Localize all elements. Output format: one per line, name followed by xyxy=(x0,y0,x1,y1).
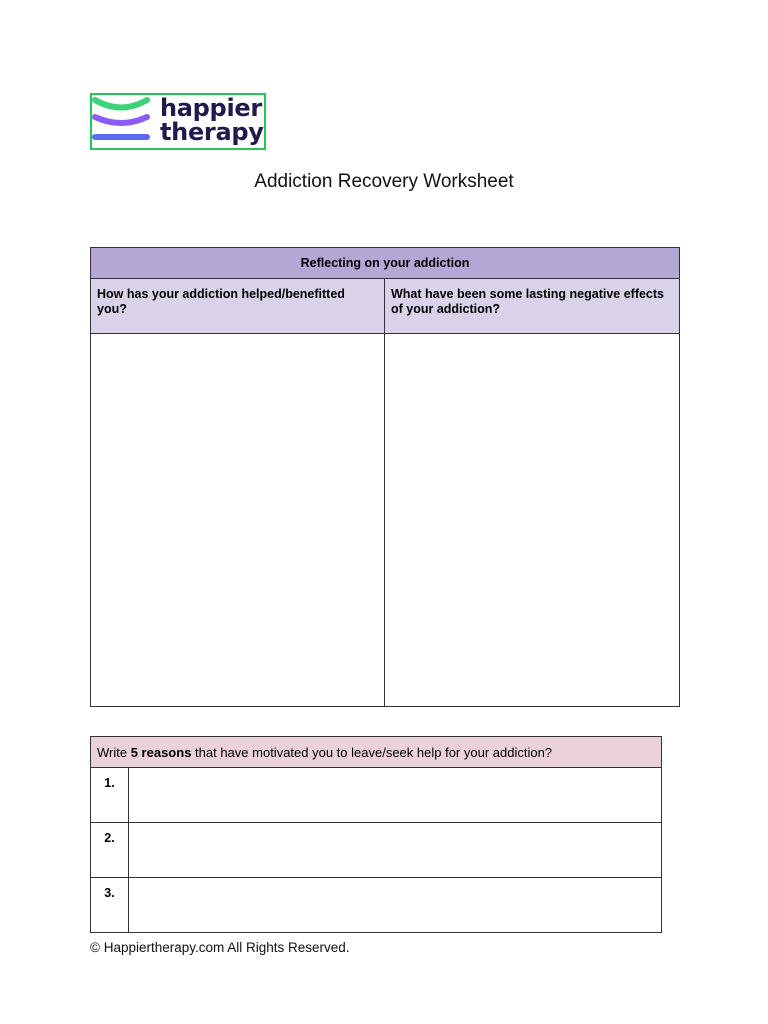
reasons-heading-prefix: Write xyxy=(97,744,131,760)
worksheet-title: Addiction Recovery Worksheet xyxy=(254,171,514,192)
reason-answer-area[interactable] xyxy=(129,878,662,933)
reasons-heading xyxy=(91,737,662,768)
reason-row xyxy=(91,768,662,823)
negative-effects-question: What have been some lasting negative effects of your addiction? xyxy=(385,279,680,334)
logo-word-happier: happier xyxy=(160,94,262,122)
reason-number: 3. xyxy=(91,878,129,933)
helped-question: How has your addiction helped/benefitted you? xyxy=(91,279,385,334)
reason-number: 1. xyxy=(91,768,129,823)
reflecting-table xyxy=(90,247,680,707)
reason-row xyxy=(91,878,662,933)
reasons-table xyxy=(90,736,662,933)
reasons-heading-bold: 5 reasons xyxy=(130,744,192,760)
logo-word-therapy: therapy xyxy=(160,118,264,146)
happier-therapy-logo xyxy=(90,93,266,150)
reason-number: 2. xyxy=(91,823,129,878)
reflecting-heading: Reflecting on your addiction xyxy=(91,248,680,279)
reason-answer-area[interactable] xyxy=(129,768,662,823)
negative-effects-answer-area[interactable] xyxy=(385,334,680,707)
copyright-footer: © Happiertherapy.com All Rights Reserved. xyxy=(90,940,350,955)
reason-row xyxy=(91,823,662,878)
reason-answer-area[interactable] xyxy=(129,823,662,878)
helped-answer-area[interactable] xyxy=(91,334,385,707)
reasons-heading-suffix: that have motivated you to leave/seek help for your addiction? xyxy=(191,744,553,760)
